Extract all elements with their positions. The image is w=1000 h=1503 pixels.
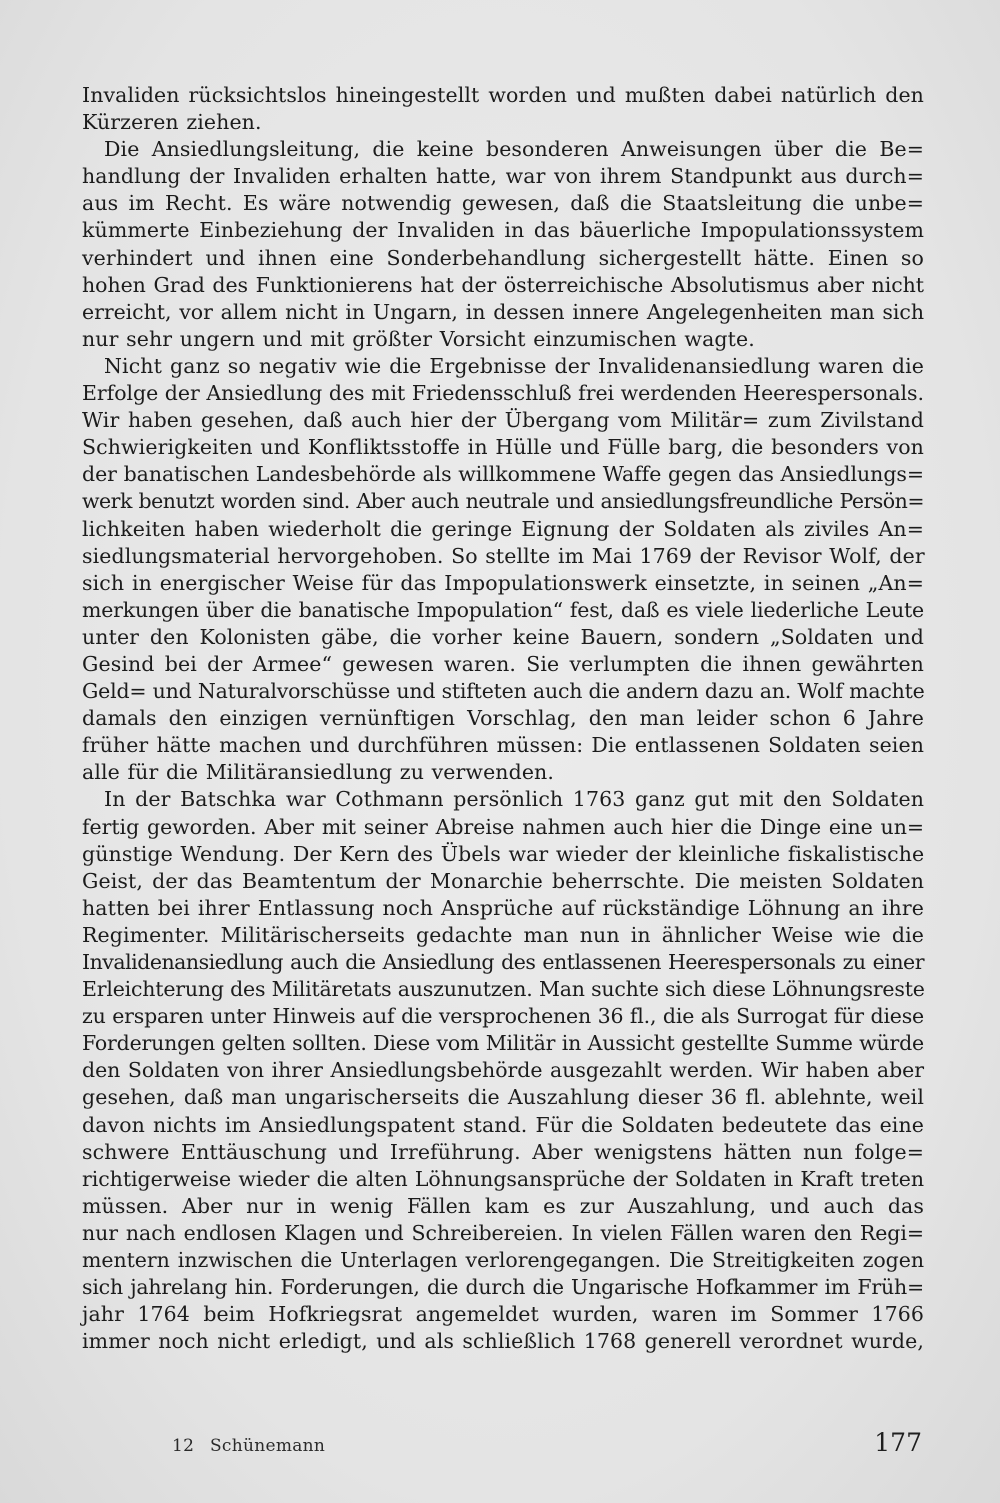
text-line: unter den Kolonisten gäbe, die vorher keine Bauern, sondern „Soldaten und — [82, 624, 924, 649]
text-line: den Soldaten von ihrer Ansiedlungsbehörde ausgezahlt werden. Wir haben aber — [82, 1058, 924, 1083]
text-line: Gesind bei der Armee“ gewesen waren. Sie verlumpten die ihnen gewährten — [82, 651, 924, 676]
text-line: müssen. Aber nur in wenig Fällen kam es zur Auszahlung, und auch das — [82, 1193, 924, 1218]
paragraph-end-line: Kürzeren ziehen. — [82, 110, 262, 135]
text-line: handlung der Invaliden erhalten hatte, war von ihrem Standpunkt aus durch= — [82, 164, 924, 189]
text-line: fertig geworden. Aber mit seiner Abreise nahmen auch hier die Dinge eine un= — [82, 814, 924, 839]
text-line: Erfolge der Ansiedlung des mit Friedensschluß frei werdenden Heerespersonals. — [82, 381, 924, 406]
text-line: der banatischen Landesbehörde als willkommene Waffe gegen das Ansiedlungs= — [82, 462, 924, 487]
paragraph-end-line: nur sehr ungern und mit größter Vorsicht einzumischen wagte. — [82, 326, 755, 351]
paragraph-start-line: Nicht ganz so negativ wie die Ergebnisse der Invalidenansiedlung waren die — [104, 353, 924, 378]
text-line: merkungen über die banatische Impopulation“ fest, daß es viele liederliche Leute — [82, 597, 924, 622]
text-line: Forderungen gelten sollten. Diese vom Militär in Aussicht gestellte Summe würde — [82, 1031, 924, 1056]
page-footer — [0, 1428, 1000, 1462]
signature-name: Schünemann — [209, 1436, 326, 1456]
text-line: günstige Wendung. Der Kern des Übels war wieder der kleinliche fiskalistische — [82, 841, 925, 866]
signature-number: 12 — [172, 1436, 195, 1456]
page-number: 177 — [874, 1428, 922, 1457]
printer-signature — [172, 1436, 325, 1456]
text-line: mentern inzwischen die Unterlagen verlorengegangen. Die Streitigkeiten zogen — [82, 1248, 924, 1273]
text-line: schwere Enttäuschung und Irreführung. Aber wenigstens hätten nun folge= — [82, 1139, 924, 1164]
text-line: Schwierigkeiten und Konfliktsstoffe in Hülle und Fülle barg, die besonders von — [82, 435, 924, 460]
text-line: verhindert und ihnen eine Sonderbehandlung sichergestellt hätte. Einen so — [82, 245, 924, 270]
text-line: siedlungsmaterial hervorgehoben. So stellte im Mai 1769 der Revisor Wolf, der — [82, 543, 925, 568]
body-text — [82, 82, 924, 1355]
text-line: kümmerte Einbeziehung der Invaliden in das bäuerliche Impopulationssystem — [82, 218, 924, 243]
paragraph-start-line: Die Ansiedlungsleitung, die keine besonderen Anweisungen über die Be= — [104, 137, 924, 162]
text-line: jahr 1764 beim Hofkriegsrat angemeldet wurden, waren im Sommer 1766 — [82, 1302, 924, 1327]
paragraph-start-line: In der Batschka war Cothmann persönlich 1763 ganz gut mit den Soldaten — [104, 787, 924, 812]
text-line: sich in energischer Weise für das Impopulationswerk einsetzte, in seinen „An= — [82, 570, 924, 595]
text-line: hatten bei ihrer Entlassung noch Ansprüche auf rückständige Löhnung an ihre — [82, 895, 924, 920]
text-line: werk benutzt worden sind. Aber auch neutrale und ansiedlungsfreundliche Persön= — [82, 489, 924, 514]
text-line: erreicht, vor allem nicht in Ungarn, in dessen innere Angelegenheiten man sich — [82, 299, 924, 324]
text-line: zu ersparen unter Hinweis auf die versprochenen 36 fl., die als Surrogat für diese — [82, 1004, 924, 1029]
text-line: aus im Recht. Es wäre notwendig gewesen, daß die Staatsleitung die unbe= — [82, 191, 924, 216]
text-line: damals den einzigen vernünftigen Vorschlag, den man leider schon 6 Jahre — [82, 706, 924, 731]
text-line: nur nach endlosen Klagen und Schreibereien. In vielen Fällen waren den Regi= — [82, 1220, 924, 1245]
paragraph-end-line: alle für die Militäransiedlung zu verwenden. — [82, 760, 554, 785]
text-line: davon nichts im Ansiedlungspatent stand. Für die Soldaten bedeutete das eine — [82, 1112, 924, 1137]
text-line: lichkeiten haben wiederholt die geringe Eignung der Soldaten als ziviles An= — [82, 516, 924, 541]
text-line: immer noch nicht erledigt, und als schließlich 1768 generell verordnet wurde, — [82, 1329, 924, 1354]
text-line: Invaliden rücksichtslos hineingestellt worden und mußten dabei natürlich den — [82, 83, 924, 107]
text-line: Invalidenansiedlung auch die Ansiedlung des entlassenen Heerespersonals zu einer — [82, 950, 924, 974]
text-line: Regimenter. Militärischerseits gedachte man nun in ähnlicher Weise wie die — [82, 922, 924, 947]
text-line: Wir haben gesehen, daß auch hier der Übergang vom Militär= zum Zivilstand — [82, 408, 924, 433]
text-line: Erleichterung des Militäretats auszunutzen. Man suchte sich diese Löhnungsreste — [82, 977, 925, 1002]
text-line: Geld= und Naturalvorschüsse und stifteten auch die andern dazu an. Wolf machte — [82, 679, 925, 704]
text-line: sich jahrelang hin. Forderungen, die durch die Ungarische Hofkammer im Früh= — [82, 1275, 924, 1300]
text-line: Geist, der das Beamtentum der Monarchie beherrschte. Die meisten Soldaten — [82, 868, 924, 893]
text-line: hohen Grad des Funktionierens hat der österreichische Absolutismus aber nicht — [82, 272, 924, 297]
text-line: richtigerweise wieder die alten Löhnungsansprüche der Soldaten in Kraft treten — [82, 1166, 924, 1191]
text-line: früher hätte machen und durchführen müssen: Die entlassenen Soldaten seien — [82, 733, 924, 758]
text-line: gesehen, daß man ungarischerseits die Auszahlung dieser 36 fl. ablehnte, weil — [82, 1085, 924, 1110]
